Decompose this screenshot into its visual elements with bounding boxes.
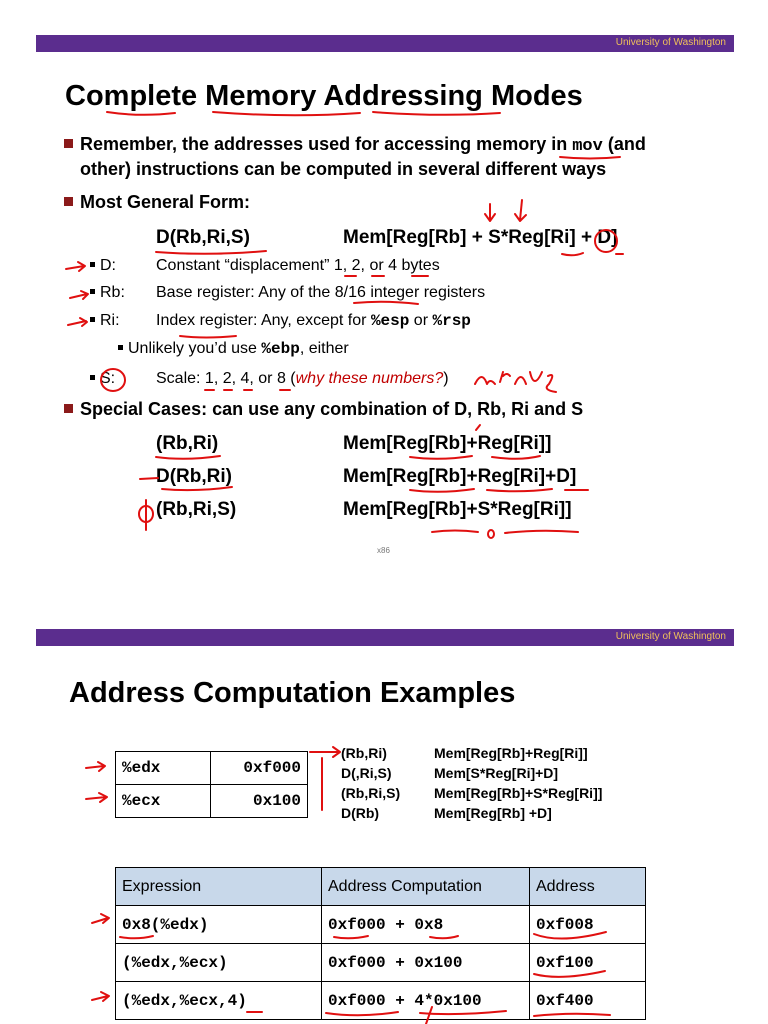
param-s: S: [90,370,115,388]
case-mem-1: Mem[Reg[Rb]+Reg[Ri]] [343,433,552,454]
why-note: why these numbers? [295,370,444,387]
case-mem-2: Mem[Reg[Rb]+Reg[Ri]+D] [343,466,577,487]
case-form-2: D(Rb,Ri) [156,466,232,487]
sub-bullet-icon [118,345,123,350]
general-mem: Mem[Reg[Rb] + S*Reg[Ri] + D] [343,227,618,248]
table-header-row [116,868,646,906]
sub-bullet-icon [90,375,95,380]
sub-bullet-icon [90,289,95,294]
sub-sub-bullet: Unlikely you’d use %ebp, either [118,340,349,358]
mode-mem: Mem[Reg[Rb]+S*Reg[Ri]] [434,785,603,801]
cell-computation: 0xf000 + 0x8 [322,906,530,944]
header-bar-2 [36,629,734,646]
bullet-2: Most General Form: [64,192,250,213]
param-rb: Rb: [90,284,125,302]
bullet-square-icon [64,404,73,413]
header-text: University of Washington [615,37,726,48]
table-row [116,982,646,1020]
bullet-1-line-1: Remember, the addresses used for accessing memory in mov (and [64,134,646,156]
case-form-3: (Rb,Ri,S) [156,499,237,520]
param-rb-desc: Base register: Any of the 8/16 integer registers [156,284,486,301]
col-header-address: Address [530,868,646,906]
register-name: %ecx [116,785,211,818]
mode-form: (Rb,Ri,S) [341,785,401,801]
register-row [116,752,308,785]
cell-computation: 0xf000 + 4*0x100 [322,982,530,1020]
cell-address: 0xf008 [530,906,646,944]
bullet-square-icon [64,139,73,148]
table-row [116,944,646,982]
sub-bullet-icon [90,262,95,267]
code-esp: %esp [370,312,410,330]
bullet-3: Special Cases: can use any combination of D, Rb, Ri and S [64,399,583,420]
mode-mem: Mem[Reg[Rb]+Reg[Ri]] [434,745,588,761]
register-table [115,751,308,818]
param-d: D: [90,257,116,275]
param-ri: Ri: [90,312,120,330]
param-d-desc: Constant “displacement” 1, 2, or 4 bytes [156,257,440,274]
sub-bullet-icon [90,317,95,322]
register-row [116,785,308,818]
header-text-2: University of Washington [615,631,726,642]
code-mov: mov [572,137,603,156]
mode-form: D(,Ri,S) [341,765,392,781]
col-header-expression: Expression [116,868,322,906]
code-rsp: %rsp [432,312,471,330]
cell-address: 0xf400 [530,982,646,1020]
mode-form: (Rb,Ri) [341,745,387,761]
cell-expression: 0x8(%edx) [116,906,322,944]
param-ri-desc: Index register: Any, except for %esp or %rsp [156,312,471,330]
header-bar [36,35,734,52]
col-header-computation: Address Computation [322,868,530,906]
slide-footer: x86 [377,546,390,555]
cell-expression: (%edx,%ecx) [116,944,322,982]
slide-title: Complete Memory Addressing Modes [65,80,583,112]
cell-address: 0xf100 [530,944,646,982]
mode-mem: Mem[Reg[Rb] +D] [434,805,552,821]
cell-expression: (%edx,%ecx,4) [116,982,322,1020]
bullet-square-icon [64,197,73,206]
mode-form: D(Rb) [341,805,380,821]
bullet-1-line-2: other) instructions can be computed in several different ways [80,159,607,179]
slide-2-title: Address Computation Examples [69,677,516,709]
table-row [116,906,646,944]
register-value: 0xf000 [211,752,308,785]
modes-forms [341,743,400,823]
cell-computation: 0xf000 + 0x100 [322,944,530,982]
register-value: 0x100 [211,785,308,818]
mode-mem: Mem[S*Reg[Ri]+D] [434,765,559,781]
code-ebp: %ebp [261,340,300,358]
register-name: %edx [116,752,211,785]
examples-table [115,867,646,1020]
case-form-1: (Rb,Ri) [156,433,219,454]
param-s-desc: Scale: 1, 2, 4, or 8 (why these numbers?) [156,370,449,387]
general-form: D(Rb,Ri,S) [156,227,250,248]
modes-mems [434,743,602,823]
case-mem-3: Mem[Reg[Rb]+S*Reg[Ri]] [343,499,572,520]
